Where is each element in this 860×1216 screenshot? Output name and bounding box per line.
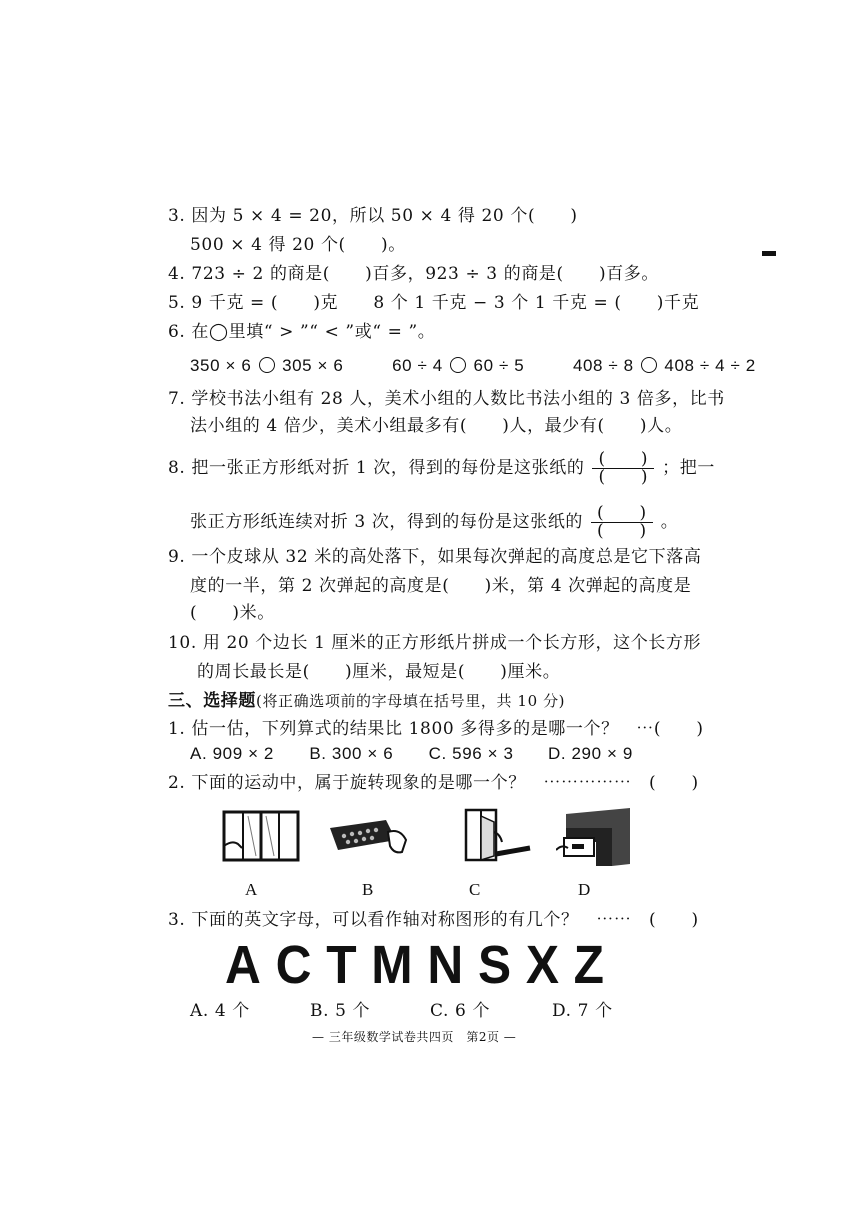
sliding-window-icon — [218, 806, 304, 868]
choice3: 3. 下面的英文字母，可以看作轴对称图形的有几个？ ⋯⋯ ( ) — [168, 910, 699, 930]
choice1: 1. 估一估，下列算式的结果比 1800 多得多的是哪一个？ ⋯( ) — [168, 719, 704, 739]
q6-compare-row — [190, 353, 756, 379]
q3-line2: 500 × 4 得 20 个( )。 — [190, 235, 406, 255]
choice3-options — [190, 998, 613, 1024]
q7-line2: 法小组的 4 倍少，美术小组最多有( )人，最少有( )人。 — [190, 416, 683, 436]
q8-line2 — [190, 505, 678, 540]
q5: 5. 9 千克 = ( )克 8 个 1 千克 − 3 个 1 千克 = ( )千克 — [168, 293, 700, 313]
section3-title: 三、选择题 — [168, 691, 256, 711]
choice2-label-a: A — [245, 880, 258, 899]
option-b[interactable]: B. 5 个 — [310, 1001, 371, 1021]
option-c[interactable]: C. 596 × 3 — [428, 744, 514, 763]
q9-line3: ( )米。 — [190, 603, 275, 623]
choice2: 2. 下面的运动中，属于旋转现象的是哪一个？ ⋯⋯⋯⋯⋯ ( ) — [168, 773, 699, 793]
revolving-door-icon — [460, 806, 546, 868]
choice2-label-c: C — [469, 880, 481, 899]
compare-circle[interactable] — [450, 357, 466, 373]
fraction-blank[interactable] — [591, 505, 653, 540]
fraction-denominator: ( ) — [598, 467, 649, 487]
choice2-label-b: B — [362, 880, 374, 899]
margin-mark — [762, 251, 776, 256]
q10-line1: 10. 用 20 个边长 1 厘米的正方形纸片拼成一个长方形，这个长方形 — [168, 633, 702, 653]
abacus-icon — [326, 806, 412, 868]
q8-line1-text: 8. 把一张正方形纸对折 1 次，得到的每份是这张纸的 — [168, 458, 585, 478]
fraction-denominator: ( ) — [597, 521, 647, 541]
option-b[interactable]: B. 300 × 6 — [309, 744, 394, 763]
q8-line2-text: 张正方形纸连续对折 3 次，得到的每份是这张纸的 — [190, 512, 584, 532]
choice1-options — [190, 741, 633, 767]
drawer-icon — [556, 806, 642, 868]
q6-expr: 60 ÷ 4 — [392, 356, 443, 375]
option-a[interactable]: A. 4 个 — [190, 1001, 250, 1021]
option-c[interactable]: C. 6 个 — [430, 1001, 491, 1021]
option-a[interactable]: A. 909 × 2 — [190, 744, 274, 763]
q6-expr: 408 ÷ 4 ÷ 2 — [664, 356, 756, 375]
fraction-blank[interactable] — [592, 451, 654, 486]
q6-expr: 408 ÷ 8 — [572, 356, 634, 375]
q9-line2: 度的一半，第 2 次弹起的高度是( )米，第 4 次弹起的高度是 — [190, 576, 692, 596]
option-d[interactable]: D. 7 个 — [552, 1001, 613, 1021]
q8-line2-text-end: 。 — [660, 512, 679, 532]
q8-line1-text-end: ；把一 — [662, 458, 715, 478]
page-footer: — 三年级数学试卷共四页 第2页 — — [312, 1030, 517, 1044]
choice2-label-d: D — [578, 880, 591, 899]
q6-expr: 305 × 6 — [282, 356, 344, 375]
q6-expr: 60 ÷ 5 — [473, 356, 525, 375]
q3-line1: 3. 因为 5 × 4 = 20，所以 50 × 4 得 20 个( ) — [168, 206, 578, 226]
compare-circle[interactable] — [259, 357, 275, 373]
fraction-numerator: ( ) — [591, 505, 653, 523]
fraction-numerator: ( ) — [592, 451, 654, 469]
option-d[interactable]: D. 290 × 9 — [547, 744, 633, 763]
q7-line1: 7. 学校书法小组有 28 人，美术小组的人数比书法小组的 3 倍多，比书 — [168, 389, 725, 409]
q8-line1 — [168, 451, 715, 486]
q9-line1: 9. 一个皮球从 32 米的高处落下，如果每次弹起的高度总是它下落高 — [168, 547, 702, 567]
q4: 4. 723 ÷ 2 的商是( )百多，923 ÷ 3 的商是( )百多。 — [168, 264, 659, 284]
letters-display: ACTMNSXZ — [225, 935, 619, 995]
q6: 6. 在◯里填“ > ”“ < ”或“ = ”。 — [168, 322, 436, 342]
q6-expr: 350 × 6 — [190, 356, 252, 375]
compare-circle[interactable] — [641, 357, 657, 373]
q10-line2: 的周长最长是( )厘米，最短是( )厘米。 — [197, 662, 561, 682]
section3-note: (将正确选项前的字母填在括号里，共 10 分) — [256, 692, 566, 710]
section3-heading — [168, 688, 565, 714]
